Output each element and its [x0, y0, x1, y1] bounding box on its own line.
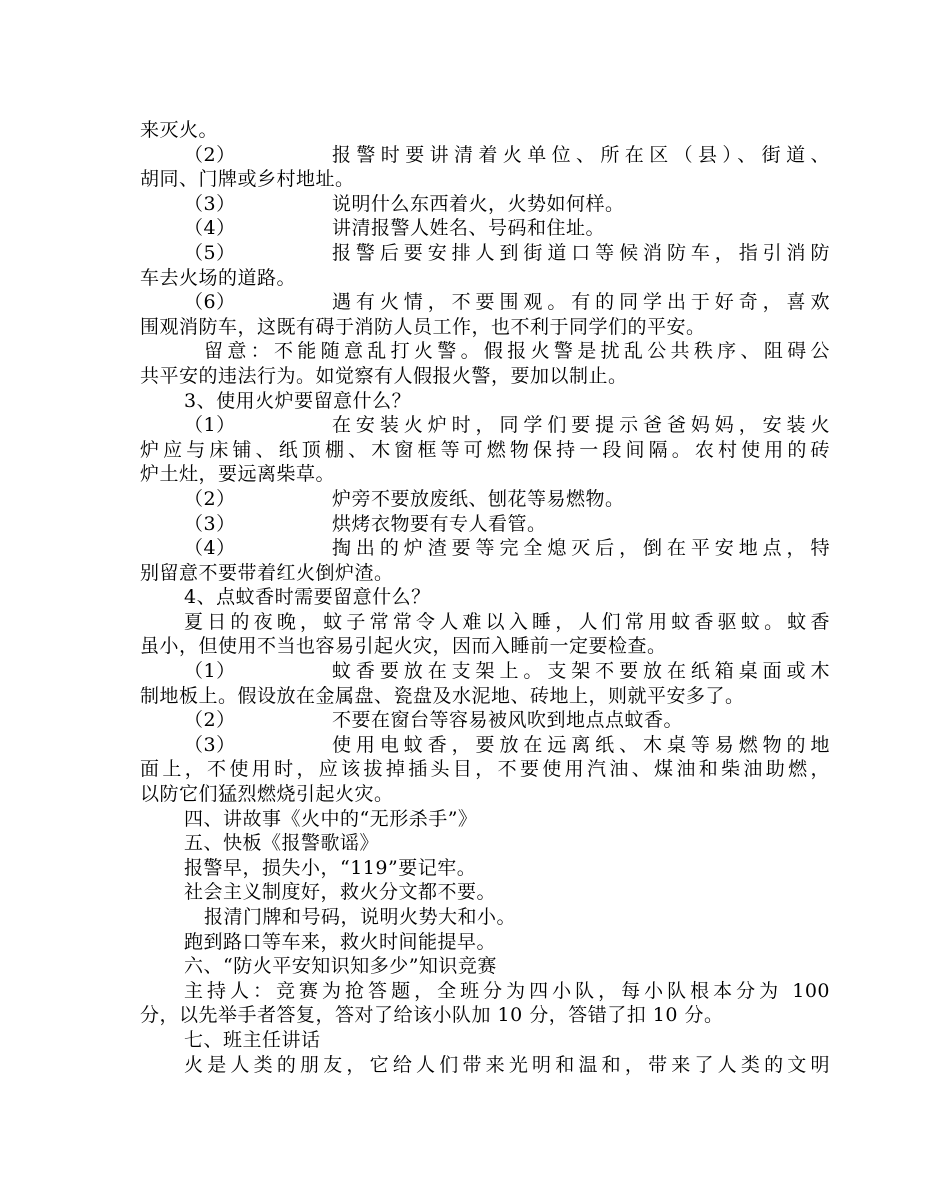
line-text: 六、“防火平安知识知多少”知识竞赛 [184, 955, 497, 978]
item-text: 遇有火情，不要围观。有的同学出于好奇，喜欢 [332, 291, 830, 314]
text-line [140, 782, 830, 807]
line-text: 火是人类的朋友，它给人们带来光明和温和，带来了人类的文明 [184, 1053, 830, 1076]
item-text: 报警时要讲清着火单位、所在区（县）、街道、 [332, 143, 830, 166]
item-text: 蚊香要放在支架上。支架不要放在纸箱桌面或木 [332, 660, 830, 683]
line-text: 别留意不要带着红火倒炉渣。 [140, 561, 394, 584]
text-line [140, 512, 830, 537]
item-text: 说明什么东西着火，火势如何样。 [332, 192, 625, 215]
line-text: 社会主义制度好，救火分文都不要。 [184, 881, 497, 904]
text-line [140, 880, 830, 905]
item-number: （5） [184, 241, 236, 264]
text-line [140, 561, 830, 586]
item-number: （4） [184, 537, 236, 560]
item-number: （2） [184, 487, 236, 510]
line-text: 共平安的违法行为。如觉察有人假报火警，要加以制止。 [140, 364, 628, 387]
line-text: 3、使用火炉要留意什么？ [184, 389, 412, 412]
line-text: 分，以先举手者答复，答对了给该小队加 10 分，答错了扣 10 分。 [140, 1004, 724, 1027]
text-line [140, 216, 830, 241]
item-text: 使用电蚊香，要放在远离纸、木桌等易燃物的地 [332, 733, 830, 756]
text-line [140, 118, 830, 143]
line-text: 报警早，损失小，“119”要记牢。 [184, 856, 477, 879]
text-line [140, 1003, 830, 1028]
line-text: 以防它们猛烈燃烧引起火灾。 [140, 783, 394, 806]
line-text: 围观消防车，这既有碍于消防人员工作，也不利于同学们的平安。 [140, 315, 706, 338]
text-line [140, 634, 830, 659]
text-line [140, 610, 830, 635]
line-text: 炉应与床铺、纸顶棚、木窗框等可燃物保持一段间隔。农村使用的砖 [140, 438, 830, 461]
item-text: 掏出的炉渣要等完全熄灭后，倒在平安地点，特 [332, 537, 830, 560]
item-text: 报警后要安排人到街道口等候消防车，指引消防 [332, 241, 830, 264]
line-text: 炉土灶，要远离柴草。 [140, 463, 336, 486]
line-text: 报清门牌和号码，说明火势大和小。 [204, 906, 517, 928]
text-line [140, 954, 830, 979]
text-line [140, 585, 830, 610]
line-text: 虽小，但使用不当也容易引起火灾，因而入睡前一定要检查。 [140, 635, 667, 658]
line-text: 4、点蚊香时需要留意什么？ [184, 586, 431, 609]
item-text: 不要在窗台等容易被风吹到地点点蚊香。 [332, 709, 684, 732]
text-line [140, 241, 830, 266]
item-text: 烘烤衣物要有专人看管。 [332, 512, 547, 535]
line-text: 面上，不使用时，应该拔掉插头目，不要使用汽油、煤油和柴油助燃， [140, 758, 830, 781]
text-line [140, 684, 830, 709]
text-line [140, 1053, 830, 1078]
item-number: （3） [184, 192, 236, 215]
document-body [140, 118, 830, 1077]
text-line [140, 266, 830, 291]
line-text: 制地板上。假设放在金属盘、瓷盘及水泥地、砖地上，则就平安多了。 [140, 684, 745, 707]
line-text: 四、讲故事《火中的“无形杀手”》 [184, 807, 478, 830]
text-line [140, 462, 830, 487]
text-line [140, 339, 830, 364]
text-line [140, 290, 830, 315]
item-text: 炉旁不要放废纸、刨花等易燃物。 [332, 487, 625, 510]
line-text: 五、快板《报警歌谣》 [184, 832, 380, 855]
text-line [140, 143, 830, 168]
line-text: 主持人：竞赛为抢答题，全班分为四小队，每小队根本分为 100 [184, 979, 830, 1002]
line-text: 夏日的夜晚，蚊子常常令人难以入睡，人们常用蚊香驱蚊。蚊香 [184, 610, 830, 633]
text-line [140, 856, 830, 881]
text-line [140, 659, 830, 684]
text-line [140, 413, 830, 438]
item-text: 讲清报警人姓名、号码和住址。 [332, 217, 606, 240]
text-line [140, 930, 830, 955]
line-text: 来灭火。 [140, 119, 219, 141]
item-number: （3） [184, 512, 236, 535]
item-number: （3） [184, 733, 236, 756]
line-text: 七、班主任讲话 [184, 1028, 321, 1051]
item-number: （2） [184, 709, 236, 732]
text-line [140, 708, 830, 733]
text-line [140, 1028, 830, 1053]
text-line [140, 905, 830, 930]
text-line [140, 831, 830, 856]
text-line [140, 364, 830, 389]
text-line [140, 192, 830, 217]
item-text: 在安装火炉时，同学们要提示爸爸妈妈，安装火 [332, 414, 830, 437]
item-number: （2） [184, 143, 236, 166]
text-line [140, 315, 830, 340]
text-line [140, 757, 830, 782]
item-number: （1） [184, 660, 236, 683]
text-line [140, 733, 830, 758]
text-line [140, 536, 830, 561]
line-text: 胡同、门牌或乡村地址。 [140, 168, 355, 191]
text-line [140, 979, 830, 1004]
item-number: （1） [184, 414, 236, 437]
item-number: （4） [184, 217, 236, 240]
item-number: （6） [184, 291, 236, 314]
text-line [140, 807, 830, 832]
text-line [140, 389, 830, 414]
text-line [140, 487, 830, 512]
text-line [140, 438, 830, 463]
text-line [140, 167, 830, 192]
line-text: 车去火场的道路。 [140, 266, 297, 289]
line-text: 跑到路口等车来，救火时间能提早。 [184, 930, 497, 953]
line-text: 留意：不能随意乱打火警。假报火警是扰乱公共秩序、阻碍公 [204, 340, 830, 363]
